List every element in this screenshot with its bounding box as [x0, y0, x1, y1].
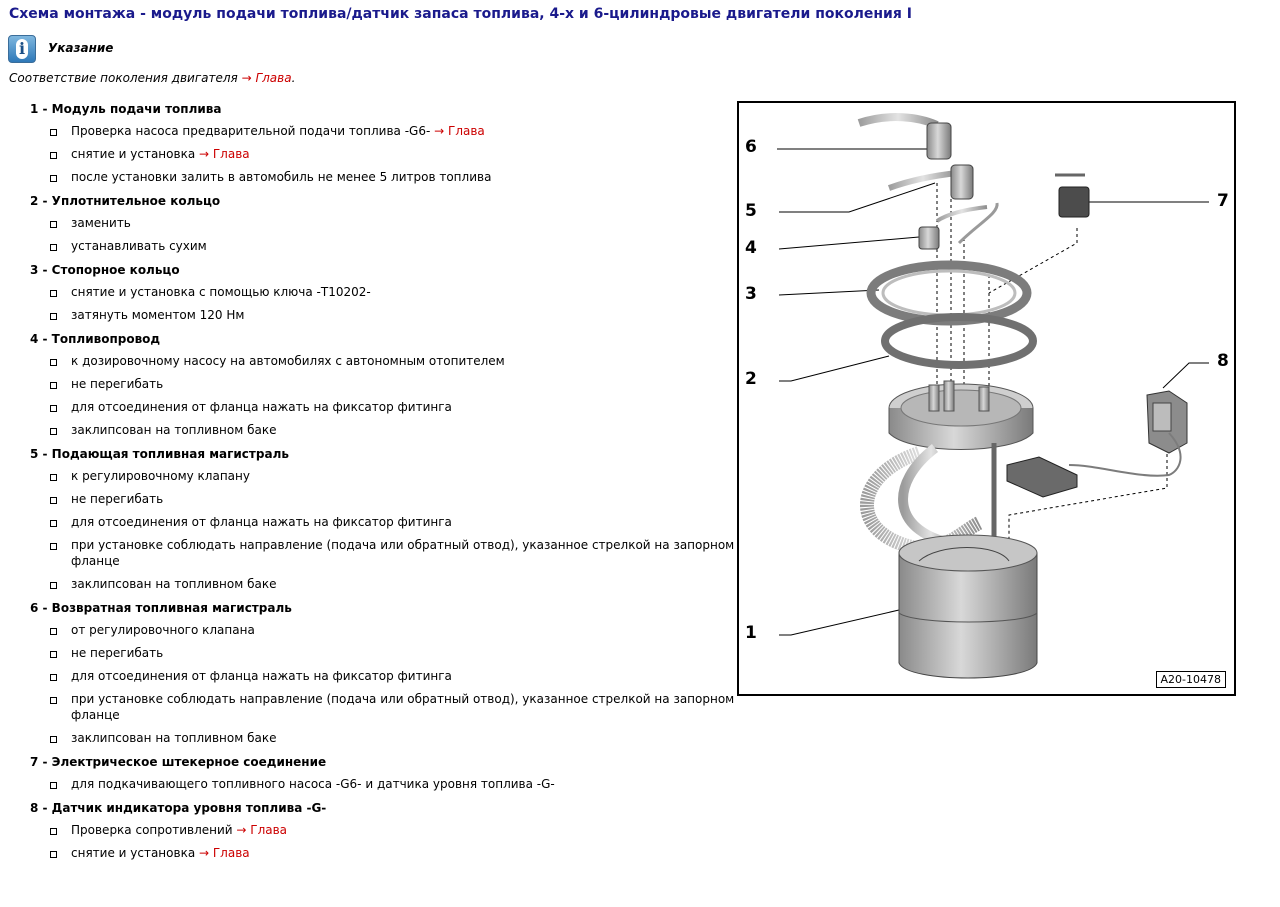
figure-id: A20-10478 [1156, 671, 1226, 688]
chapter-link[interactable]: → Глава [434, 124, 485, 138]
sub-item-text: при установке соблюдать направление (подача или обратный отвод), указанное стрелкой на запорном фланце [71, 692, 735, 722]
sub-item [0, 234, 740, 257]
callout-8: 8 [1217, 351, 1229, 371]
note-link[interactable]: → Глава [241, 71, 292, 85]
sub-item [0, 372, 740, 395]
page-title: Схема монтажа - модуль подачи топлива/датчик запаса топлива, 4-х и 6-цилиндровые двигатели поколения I [9, 6, 912, 22]
sub-item [0, 572, 740, 595]
callout-1: 1 [745, 623, 757, 643]
sub-item [0, 533, 740, 572]
sub-item [0, 418, 740, 441]
list-item [0, 99, 740, 188]
item-title: 4 - Топливопровод [30, 332, 161, 346]
sub-item-text: не перегибать [71, 646, 164, 660]
sub-item-text: не перегибать [71, 492, 164, 506]
sub-item-text: к дозировочному насосу на автомобилях с автономным отопителем [71, 354, 505, 368]
sub-item-text: снятие и установка [71, 147, 199, 161]
sub-item [0, 618, 740, 641]
sub-item [0, 395, 740, 418]
chapter-link[interactable]: → Глава [198, 147, 250, 161]
list-item [0, 598, 740, 749]
chapter-link[interactable]: → Глава [236, 823, 288, 837]
sub-item [0, 165, 740, 188]
sub-item [0, 142, 740, 165]
list-item [0, 260, 740, 326]
note-label: Указание [48, 41, 114, 55]
assembly-diagram [737, 101, 1236, 696]
callout-7: 7 [1217, 191, 1229, 211]
item-title: 2 - Уплотнительное кольцо [30, 194, 221, 208]
sub-item-text: затянуть моментом 120 Нм [71, 308, 245, 322]
callout-5: 5 [745, 201, 757, 221]
callout-3: 3 [745, 284, 757, 304]
chapter-link[interactable]: → Глава [198, 846, 250, 860]
list-item [0, 752, 740, 795]
sub-item-text: снятие и установка [71, 846, 199, 860]
sub-item-text: устанавливать сухим [71, 239, 207, 253]
list-item [0, 444, 740, 595]
sub-item-text: при установке соблюдать направление (подача или обратный отвод), указанное стрелкой на запорном фланце [71, 538, 735, 568]
sub-item-text: заклипсован на топливном баке [71, 731, 277, 745]
sub-item-text: заклипсован на топливном баке [71, 423, 277, 437]
sub-item-text: от регулировочного клапана [71, 623, 255, 637]
sub-item-text: для отсоединения от фланца нажать на фиксатор фитинга [71, 400, 452, 414]
note-period: . [291, 71, 296, 85]
note-text-body: Соответствие поколения двигателя [9, 71, 238, 85]
sub-item-text: для отсоединения от фланца нажать на фиксатор фитинга [71, 515, 452, 529]
sub-item-text: заменить [71, 216, 131, 230]
callout-6: 6 [745, 137, 757, 157]
sub-item [0, 687, 740, 726]
sub-item-text: Проверка сопротивлений [71, 823, 237, 837]
sub-item-text: для подкачивающего топливного насоса -G6- и датчика уровня топлива -G- [71, 777, 555, 791]
sub-item-text: не перегибать [71, 377, 164, 391]
sub-item [0, 119, 740, 142]
fuel-module-drawing [739, 103, 1234, 694]
item-title: 3 - Стопорное кольцо [30, 263, 180, 277]
item-title: 5 - Подающая топливная магистраль [30, 447, 289, 461]
sub-item [0, 664, 740, 687]
sub-item [0, 772, 740, 795]
sub-item-text: заклипсован на топливном баке [71, 577, 277, 591]
item-list [0, 96, 740, 864]
list-item [0, 798, 740, 864]
sub-item [0, 280, 740, 303]
sub-item [0, 464, 740, 487]
item-title: 1 - Модуль подачи топлива [30, 102, 222, 116]
sub-item [0, 303, 740, 326]
item-title: 8 - Датчик индикатора уровня топлива -G- [30, 801, 327, 815]
sub-item-text: после установки залить в автомобиль не менее 5 литров топлива [71, 170, 492, 184]
sub-item-text: Проверка насоса предварительной подачи топлива -G6- [71, 124, 435, 138]
list-item [0, 191, 740, 257]
item-title: 7 - Электрическое штекерное соединение [30, 755, 327, 769]
sub-item-text: к регулировочному клапану [71, 469, 250, 483]
sub-item [0, 818, 740, 841]
callout-4: 4 [745, 238, 757, 258]
sub-item [0, 641, 740, 664]
info-icon: i [8, 35, 36, 63]
note-text [9, 71, 295, 85]
callout-2: 2 [745, 369, 757, 389]
sub-item-text: для отсоединения от фланца нажать на фиксатор фитинга [71, 669, 452, 683]
sub-item-text: снятие и установка с помощью ключа -T10202- [71, 285, 371, 299]
item-title: 6 - Возвратная топливная магистраль [30, 601, 292, 615]
sub-item [0, 510, 740, 533]
sub-item [0, 726, 740, 749]
sub-item [0, 487, 740, 510]
sub-item [0, 841, 740, 864]
sub-item [0, 211, 740, 234]
list-item [0, 329, 740, 441]
sub-item [0, 349, 740, 372]
